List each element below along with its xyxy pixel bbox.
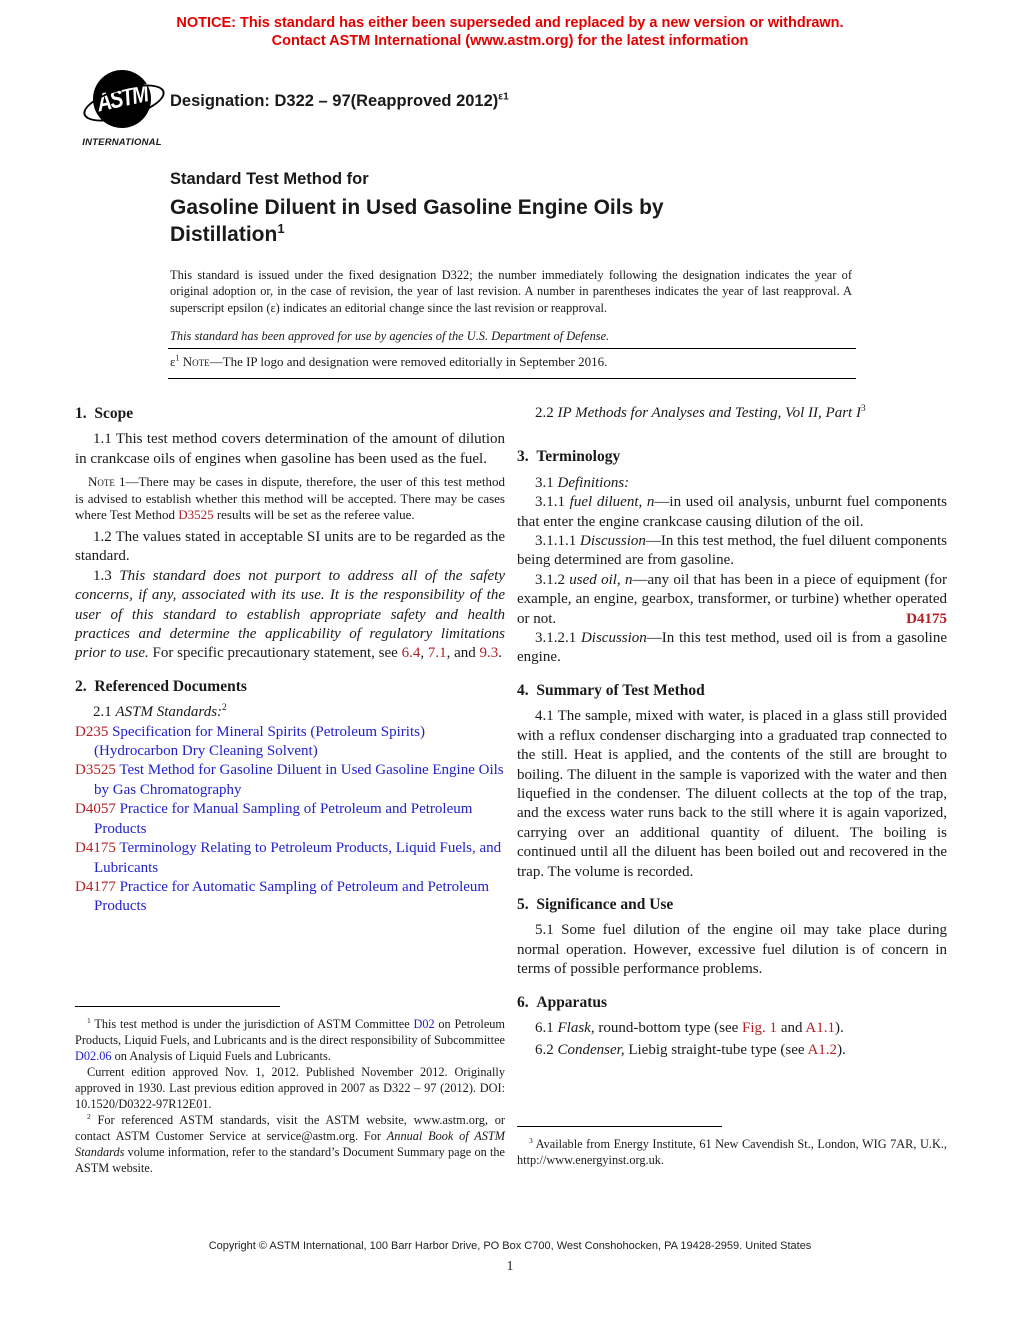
text-segment: Discussion <box>580 630 647 647</box>
text-segment: ). <box>835 1019 844 1036</box>
text-segment: 3.1.1 <box>535 494 570 511</box>
text-segment: For referenced ASTM standards, visit the ASTM website, www.astm.org, or contact ASTM Customer Service at service@astm.org. For <box>75 1113 505 1143</box>
notice-line-1: NOTICE: This standard has either been superseded and replaced by a new version or withdrawn. <box>176 15 844 31</box>
reference-item <box>75 761 505 800</box>
footer-copyright: Copyright © ASTM International, 100 Barr Harbor Drive, PO Box C700, West Conshohocken, PA 19428-2959. United States <box>208 1240 812 1252</box>
text-segment: used oil, n <box>569 571 633 588</box>
text-segment: —in used oil analysis, unburnt fuel components that enter the engine crankcase causing dilution of the oil. <box>517 494 947 530</box>
text-segment: on Analysis of Liquid Fuels and Lubricants. <box>111 1049 331 1063</box>
section-heading-scope: 1. Scope <box>75 405 134 422</box>
text-segment: . <box>498 645 503 662</box>
dod-approval-line: This standard has been approved for use by agencies of the U.S. Department of Defense. <box>170 329 610 343</box>
text-segment: —There may be cases in dispute, therefore, the user of this test method is advised to establish whether this method will be accepted. There may be cases where Test Method <box>75 474 505 523</box>
astm-globe-icon: ASTM <box>89 68 155 134</box>
text-segment: and <box>777 1019 806 1036</box>
paragraph-6-1 <box>517 1019 947 1038</box>
text-segment: ASTM Standards: <box>115 704 223 721</box>
text-segment: 3.1 <box>535 474 558 491</box>
text-segment: Liebig straight-tube type (see <box>624 1042 808 1059</box>
text-segment: Annual Book of ASTM Standards <box>75 1129 505 1159</box>
text-segment: 1 <box>87 1015 91 1025</box>
doc-link[interactable]: Terminology Relating to Petroleum Products, Liquid Fuels, and Lubricants <box>94 840 502 876</box>
left-footnotes <box>75 1006 505 1176</box>
right-footnotes <box>517 1126 947 1168</box>
text-segment: 6.1 <box>535 1019 558 1036</box>
text-segment: 1.3 <box>93 567 120 584</box>
doc-link[interactable]: Practice for Automatic Sampling of Petroleum and Petroleum Products <box>94 878 490 915</box>
doc-link[interactable]: D3525 <box>75 762 116 779</box>
section-heading-summary: 4. Summary of Test Method <box>517 681 705 699</box>
text-segment: For specific precautionary statement, see <box>148 645 402 662</box>
paragraph-1-3 <box>75 567 505 664</box>
doc-link[interactable]: Specification for Mineral Spirits (Petroleum Spirits) (Hydrocarbon Dry Cleaning Solvent) <box>94 723 425 760</box>
section-heading-terminology: 3. Terminology <box>517 448 621 466</box>
doc-link[interactable]: D235 <box>75 723 109 740</box>
astm-logo <box>76 68 168 148</box>
text-segment: 2 <box>87 1111 91 1121</box>
paragraph-3-1-2-1 <box>517 629 947 668</box>
text-segment: , and <box>446 645 480 662</box>
doc-link[interactable]: D4175 <box>906 610 947 627</box>
doc-link[interactable]: A1.2 <box>807 1042 838 1059</box>
footnote-divider <box>75 1006 280 1007</box>
doc-link[interactable]: Fig. 1 <box>742 1019 778 1036</box>
text-segment: , <box>420 645 428 662</box>
text-segment: round-bottom type (see <box>594 1019 743 1036</box>
paragraph-3-1-1-1 <box>517 532 947 571</box>
designation-epsilon-superscript: ε1 <box>498 91 509 103</box>
text-segment: 6.2 <box>535 1042 558 1059</box>
paragraph-4-1: 4.1 The sample, mixed with water, is placed in a glass still provided with a reflux condenser discharging into a graduated trap connected to the still. Heat is applied, and the contents of the still are brought to boiling. The diluent in the sample is vaporized with the water and then liquefied in the condenser. The diluent collects at the top of the trap, and the excess water runs back to the still where it is again vaporized, carrying over an additional quantity of diluent. The boiling is continued until all the diluent has been boiled out and recovered in the trap. The volume is recorded. <box>517 708 947 880</box>
notice-banner <box>0 14 1020 50</box>
title-kicker: Standard Test Method for <box>170 170 369 188</box>
text-segment: Discussion <box>580 533 646 550</box>
text-segment: results will be set as the referee value. <box>213 507 415 523</box>
text-segment: 3.1.2.1 <box>535 630 581 647</box>
text-segment: ε <box>170 354 176 369</box>
doc-link[interactable]: D4057 <box>75 801 116 818</box>
left-column <box>75 404 505 917</box>
doc-link[interactable]: A1.1 <box>805 1019 835 1036</box>
text-segment: ). <box>837 1042 846 1059</box>
text-segment: Note <box>182 354 210 369</box>
doc-link[interactable]: Test Method for Gasoline Diluent in Used Gasoline Engine Oils by Gas Chromatography <box>94 762 504 798</box>
reference-item <box>75 878 505 917</box>
text-segment: —In this test method, the fuel diluent components being determined are from gasoline. <box>517 533 947 569</box>
text-segment: 2.2 <box>535 405 558 421</box>
astm-logo-subtext: INTERNATIONAL <box>82 137 162 148</box>
text-segment: Condenser, <box>557 1042 625 1059</box>
text-segment: volume information, refer to the standard’s Document Summary page on the ASTM website. <box>75 1145 505 1175</box>
section-heading-apparatus: 6. Apparatus <box>517 993 608 1011</box>
paragraph-2-1 <box>75 703 505 722</box>
text-segment: 3.1.1.1 <box>535 533 581 550</box>
issuance-paragraph: This standard is issued under the fixed designation D322; the number immediately following the designation indicates the year of original adoption or, in the case of revision, the year of last revision. A number in parentheses indicates the year of last reapproval. A superscript epsilon (ε) indicates an editorial change since the last revision or reapproval. <box>170 268 852 315</box>
text-segment: 3 <box>529 1135 533 1145</box>
doc-link[interactable]: 7.1 <box>427 645 447 662</box>
footnote-3 <box>517 1136 947 1168</box>
doc-link[interactable]: Practice for Manual Sampling of Petroleum and Petroleum Products <box>94 801 473 837</box>
page-number: 1 <box>506 1258 514 1273</box>
doc-link[interactable]: 9.3 <box>479 645 499 662</box>
reference-item <box>75 723 505 762</box>
doc-link[interactable]: D3525 <box>178 507 214 523</box>
text-segment: This test method is under the jurisdiction of ASTM Committee <box>90 1017 414 1031</box>
footnote-divider <box>517 1126 722 1127</box>
title-main: Gasoline Diluent in Used Gasoline Engine Oils by Distillation$^1$ <box>170 196 664 246</box>
text-segment: Definitions: <box>557 474 630 491</box>
paragraph-1-2: 1.2 The values stated in acceptable SI units are to be regarded as the standard. <box>75 529 505 565</box>
designation: Designation: D322 – 97(Reapproved 2012)$^{\varepsilon 1}$ <box>170 91 509 110</box>
doc-link[interactable]: D4175 <box>75 840 116 857</box>
editorial-note <box>168 348 856 379</box>
title-footnote-marker: 1 <box>277 221 285 236</box>
text-segment: —In this test method, used oil is from a gasoline engine. <box>517 630 947 666</box>
footnote-1-edition: Current edition approved Nov. 1, 2012. Published November 2012. Originally approved in 1930. Last previous edition approved in 2007 as D322 – 97 (2012). DOI: 10.1520/D0322-97R12E01. <box>75 1065 505 1111</box>
text-segment: IP Methods for Analyses and Testing, Vol II, Part I <box>557 405 861 421</box>
text-segment: 3 <box>860 404 866 414</box>
doc-link[interactable]: D4177 <box>75 878 116 895</box>
notice-line-2: Contact ASTM International (www.astm.org) for the latest information <box>271 33 749 49</box>
reference-item <box>75 800 505 839</box>
doc-link[interactable]: 6.4 <box>401 645 421 662</box>
reference-item <box>75 839 505 878</box>
footnote-1 <box>75 1016 505 1064</box>
paragraph-2-2 <box>517 404 947 423</box>
paragraph-5-1: 5.1 Some fuel dilution of the engine oil may take place during normal operation. However, excessive fuel dilution is of concern in terms of possible performance problems. <box>517 922 947 978</box>
text-segment: —The IP logo and designation were removed editorially in September 2016. <box>209 354 608 369</box>
section-heading-significance: 5. Significance and Use <box>517 895 674 913</box>
paragraph-3-1 <box>517 474 947 493</box>
text-segment: fuel diluent, n <box>569 494 655 511</box>
right-column <box>517 404 947 1061</box>
paragraph-3-1-1 <box>517 493 947 532</box>
note-1 <box>75 474 505 524</box>
text-segment: 3.1.2 <box>535 571 570 588</box>
section-heading-referenced-documents: 2. Referenced Documents <box>75 677 247 695</box>
text-segment: This standard does not purport to address all of the safety concerns, if any, associated with its use. It is the responsibility of the user of this standard to establish appropriate safety and health practices and determine the applicability of regulatory limitations prior to use. <box>75 567 506 662</box>
text-segment: 2 <box>222 703 227 714</box>
page-title <box>170 170 770 248</box>
text-segment: 1 <box>175 353 180 363</box>
text-segment: Available from Energy Institute, 61 New Cavendish St., London, WIG 7AR, U.K., http://www.energyinst.org.uk. <box>517 1137 947 1167</box>
text-segment: 2.1 <box>93 704 116 721</box>
footnote-2 <box>75 1112 505 1176</box>
paragraph-3-1-2 <box>517 571 947 629</box>
doc-link[interactable]: D02.06 <box>75 1049 112 1063</box>
text-segment: Note 1 <box>88 474 126 490</box>
paragraph-1-1: 1.1 This test method covers determination of the amount of dilution in crankcase oils of engines when gasoline has been used as the fuel. <box>75 431 505 467</box>
text-segment: —any oil that has been in a piece of equipment (for example, an engine, gearbox, transformer, or turbine) whether operated or not. <box>517 571 947 627</box>
paragraph-6-2 <box>517 1041 947 1060</box>
text-segment: on Petroleum Products, Liquid Fuels, and Lubricants and is the direct responsibility of Subcommittee <box>75 1017 505 1047</box>
text-segment: Flask, <box>557 1019 595 1036</box>
doc-link[interactable]: D02 <box>413 1017 435 1031</box>
